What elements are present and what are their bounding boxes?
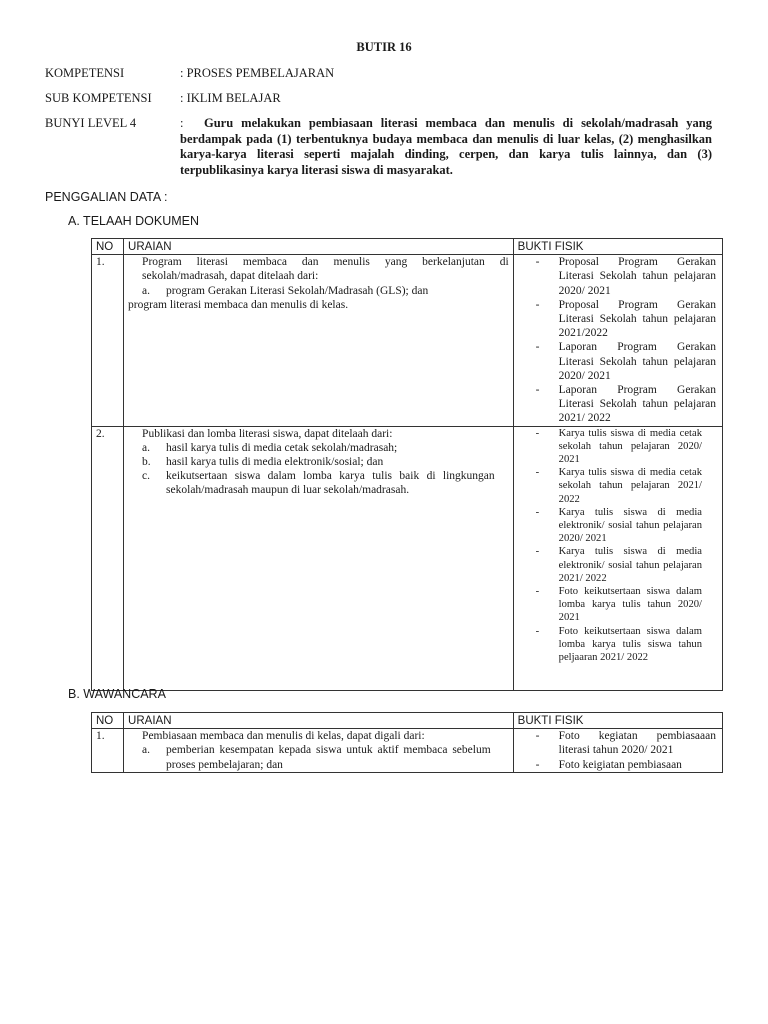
header-no: NO bbox=[92, 713, 124, 729]
uraian-subitem bbox=[128, 441, 509, 455]
bunyi-level-text: Guru melakukan pembiasaan literasi membaca dan menulis di sekolah/madrasah yang berdampak pada (1) terbentuknya budaya membaca dan menulis di luar kelas, (2) menghasilkan karya-karya literasi seperti majalah dinding, cerpen, dan karya tulis lainnya, dan (3) terpublikasinya karya literasi siswa di masyarakat. bbox=[180, 116, 712, 177]
subitem-letter: a. bbox=[142, 744, 151, 757]
uraian-intro: Publikasi dan lomba literasi siswa, dapat ditelaah dari: bbox=[142, 427, 393, 440]
section-a-heading: A. TELAAH DOKUMEN bbox=[68, 214, 200, 228]
table-row bbox=[92, 426, 723, 690]
list-item: - Foto keigiatan pembiasaan bbox=[535, 758, 682, 771]
header-bukti-fisik: BUKTI FISIK bbox=[513, 239, 722, 255]
list-item: - Karya tulis siswa di media cetak sekolah tahun pelajaran 2021/ 2022 bbox=[535, 467, 702, 505]
subkompetensi-label: SUB KOMPETENSI bbox=[45, 91, 152, 105]
list-item: - Proposal Program Gerakan Literasi Sekolah tahun pelajaran 2020/ 2021 bbox=[535, 256, 716, 297]
uraian-subitem bbox=[128, 284, 509, 298]
table-row bbox=[92, 255, 723, 426]
row-number: 2. bbox=[92, 426, 124, 690]
subitem-letter: a. bbox=[142, 284, 151, 297]
table-header-row bbox=[92, 713, 723, 729]
row-uraian bbox=[124, 255, 514, 426]
header-uraian: URAIAN bbox=[124, 713, 514, 729]
list-item: - Karya tulis siswa di media elektronik/ sosial tahun pelajaran 2020/ 2021 bbox=[535, 506, 702, 545]
subitem-letter: a. bbox=[142, 441, 151, 454]
row-number: 1. bbox=[92, 729, 124, 773]
list-item: - Foto keikutsertaan siswa dalam lomba karya tulis tahun 2020/ 2021 bbox=[535, 586, 702, 624]
subitem-text: pemberian kesempatan kepada siswa untuk aktif membaca sebelum proses pembelajaran; dan bbox=[166, 744, 491, 771]
bunyi-level-label: BUNYI LEVEL 4 bbox=[45, 116, 137, 130]
wawancara-table bbox=[91, 712, 723, 773]
table-header-row bbox=[92, 239, 723, 255]
penggalian-heading: PENGGALIAN DATA : bbox=[45, 190, 168, 204]
bukti-list bbox=[518, 255, 718, 425]
row-bukti-fisik bbox=[513, 255, 722, 426]
header-bukti-fisik: BUKTI FISIK bbox=[513, 713, 722, 729]
subitem-letter: b. bbox=[142, 456, 151, 469]
list-item: - Proposal Program Gerakan Literasi Sekolah tahun pelajaran 2021/2022 bbox=[535, 298, 716, 340]
subitem-text: keikutsertaan siswa dalam lomba karya tulis baik di lingkungan sekolah/madrasah maupun di luar sekolah/madrasah. bbox=[166, 470, 495, 497]
bunyi-colon: : bbox=[180, 116, 184, 130]
list-item: - Karya tulis siswa di media cetak sekolah tahun pelajaran 2020/ 2021 bbox=[535, 427, 702, 466]
uraian-intro: Program literasi membaca dan menulis yang berkelanjutan di sekolah/madrasah, dapat ditelaah dari: bbox=[142, 256, 509, 283]
row-bukti-fisik bbox=[513, 426, 722, 690]
row-bukti-fisik bbox=[513, 729, 722, 773]
list-item: - Karya tulis siswa di media elektronik/ sosial tahun pelajaran 2021/ 2022 bbox=[535, 546, 702, 584]
subitem-text: hasil karya tulis di media elektronik/sosial; dan bbox=[166, 456, 384, 469]
kompetensi-label: KOMPETENSI bbox=[45, 66, 125, 80]
row-uraian bbox=[124, 426, 514, 690]
uraian-continuation: program literasi membaca dan menulis di kelas. bbox=[128, 298, 349, 311]
list-item: - Laporan Program Gerakan Literasi Sekolah tahun pelajaran 2020/ 2021 bbox=[535, 341, 716, 382]
subkompetensi-value: : IKLIM BELAJAR bbox=[180, 91, 281, 105]
subitem-text: hasil karya tulis di media cetak sekolah/madrasah; bbox=[166, 441, 398, 454]
bukti-list bbox=[518, 729, 718, 772]
section-b-heading: B. WAWANCARA bbox=[68, 687, 166, 701]
document-title: BUTIR 16 bbox=[356, 40, 412, 54]
subitem-letter: c. bbox=[142, 470, 151, 483]
table-row bbox=[92, 729, 723, 773]
uraian-intro: Pembiasaan membaca dan menulis di kelas, dapat digali dari: bbox=[142, 730, 425, 743]
row-uraian bbox=[124, 729, 514, 773]
header-no: NO bbox=[92, 239, 124, 255]
uraian-subitem bbox=[128, 469, 509, 497]
uraian-subitem bbox=[128, 743, 509, 771]
kompetensi-value: : PROSES PEMBELAJARAN bbox=[180, 66, 335, 80]
list-item: - Foto kegiatan pembiasaaan literasi tahun 2020/ 2021 bbox=[535, 730, 716, 757]
bukti-list bbox=[518, 427, 718, 665]
list-item: - Foto keikutsertaan siswa dalam lomba karya tulis siswa tahun peljaaran 2021/ 2022 bbox=[535, 625, 702, 664]
list-item: - Laporan Program Gerakan Literasi Sekolah tahun pelajaran 2021/ 2022 bbox=[535, 384, 716, 425]
header-uraian: URAIAN bbox=[124, 239, 514, 255]
telaah-dokumen-table bbox=[91, 238, 723, 691]
row-number: 1. bbox=[92, 255, 124, 426]
subitem-text: program Gerakan Literasi Sekolah/Madrasah (GLS); dan bbox=[166, 284, 429, 297]
uraian-subitem bbox=[128, 455, 509, 469]
